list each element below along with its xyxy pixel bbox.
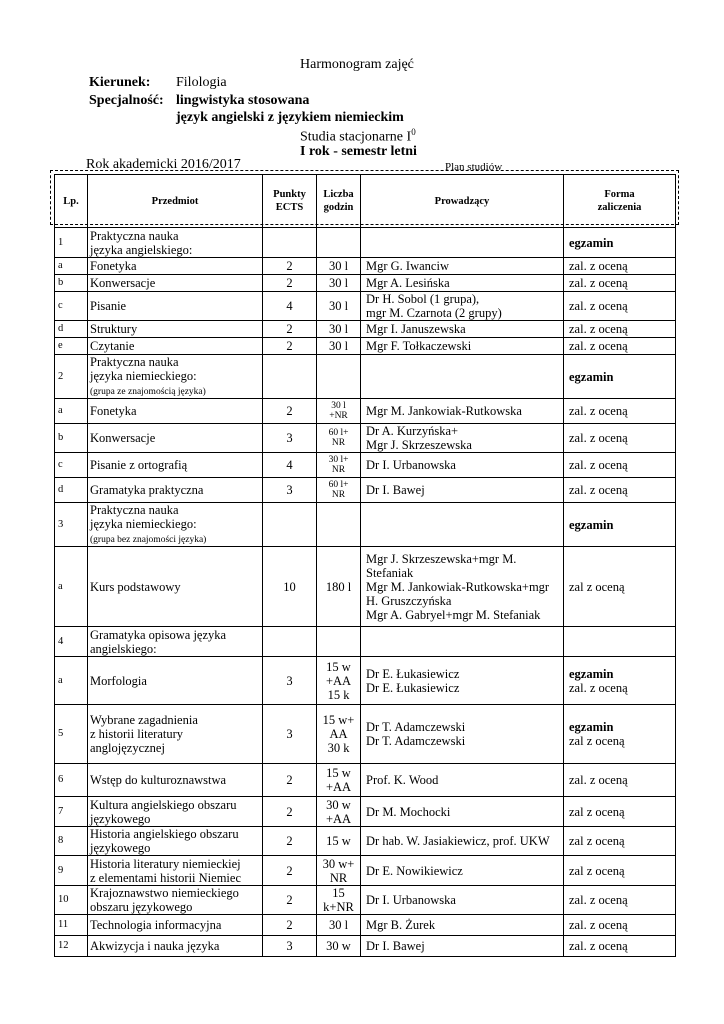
row-teacher [361,478,564,503]
cell-line: zal. z oceną [569,458,628,472]
row-hours: 30 l [317,275,361,292]
table-row [55,764,676,797]
table-row [55,503,676,547]
cell-line: Gramatyka opisowa języka [90,627,227,642]
cell-line: +AA [325,673,352,688]
cell-line: Morfologia [90,673,147,688]
cell-line: NR [331,438,346,448]
row-lp: 6 [55,764,88,797]
cell-line: Mgr A. Lesińska [366,276,450,290]
row-teacher [361,627,564,657]
cell-line: Historia angielskiego obszaru [90,827,239,841]
cell-line: Dr E. Łukasiewicz [366,680,460,695]
cell-line: 15 w [326,766,351,780]
row-form [564,503,676,547]
cell-line: Dr I. Urbanowska [366,458,456,472]
row-teacher [361,856,564,886]
cell-line: Fonetyka [90,404,137,418]
cell-line: językowego [90,841,151,855]
cell-line: zal. z oceną [569,680,628,695]
cell-line: zal. z oceną [569,276,628,290]
row-subject-note: (grupa ze znajomością języka) [90,387,206,397]
cell-line: Czytanie [90,339,135,353]
table-row [55,886,676,915]
row-form [564,936,676,957]
row-form [564,915,676,936]
cell-line: egzamin [569,517,614,532]
row-subject [88,399,263,424]
row-lp: 5 [55,705,88,764]
cell-line: +AA [325,780,352,794]
cell-line: Dr H. Sobol (1 grupa), [366,292,480,306]
row-lp: 2 [55,355,88,399]
cell-line: 15 [332,886,345,900]
row-subject-note: (grupa bez znajomości języka) [90,535,207,545]
col-przedmiot: Przedmiot [88,175,263,228]
cell-line: Dr M. Mochocki [366,804,451,819]
row-teacher [361,292,564,321]
table-row [55,399,676,424]
cell-line: 15 k [327,687,350,702]
cell-line: Struktury [90,322,138,336]
row-form [564,399,676,424]
row-hours [317,503,361,547]
cell-line: Dr T. Adamczewski [366,720,466,734]
row-hours [317,399,361,424]
row-hours [317,228,361,258]
row-hours [317,797,361,827]
row-hours [317,657,361,705]
cell-line: z elementami historii Niemiec [90,870,241,885]
row-teacher [361,936,564,957]
table-row [55,936,676,957]
cell-line: egzamin [569,666,614,681]
kierunek-label: Kierunek: [89,75,151,90]
specjalnosc-value-1: lingwistyka stosowana [176,93,310,108]
row-teacher [361,503,564,547]
row-form [564,856,676,886]
row-lp: a [55,547,88,627]
cell-line: językowego [90,811,151,826]
cell-line: Konwersacje [90,276,156,290]
row-subject [88,797,263,827]
cell-line: egzamin [569,235,614,250]
row-lp: a [55,399,88,424]
row-teacher [361,453,564,478]
row-lp: 4 [55,627,88,657]
cell-line: 60 l+ [328,480,349,490]
row-hours: 30 l [317,258,361,275]
row-hours [317,764,361,797]
row-lp: 1 [55,228,88,258]
cell-line: Konwersacje [90,431,156,445]
table-row [55,355,676,399]
row-ects: 10 [263,547,317,627]
row-subject [88,886,263,915]
row-teacher [361,355,564,399]
row-hours [317,627,361,657]
cell-line: zal z oceną [569,834,625,848]
cell-line: Dr E. Łukasiewicz [366,666,460,681]
cell-line: Praktyczna nauka [90,355,179,369]
table-row [55,258,676,275]
col-forma: Forma zaliczenia [564,175,676,228]
col-lp: Lp. [55,175,88,228]
cell-line: Praktyczna nauka [90,503,179,517]
cell-line: Dr T. Adamczewski [366,734,466,748]
cell-line: Krajoznawstwo niemieckiego [90,886,239,900]
row-ects: 3 [263,936,317,957]
cell-line: egzamin [569,720,614,734]
cell-line: 15 w+ [322,713,355,727]
row-form [564,627,676,657]
row-ects [263,228,317,258]
cell-line: NR [329,870,348,885]
table-row [55,856,676,886]
row-ects: 3 [263,478,317,503]
row-teacher [361,827,564,856]
cell-line: Dr E. Nowikiewicz [366,863,463,878]
row-hours: 30 l [317,321,361,338]
row-form [564,453,676,478]
row-subject [88,338,263,355]
row-subject [88,453,263,478]
row-form [564,321,676,338]
row-ects [263,355,317,399]
cell-line: NR [331,465,346,475]
row-ects: 3 [263,657,317,705]
cell-line: Mgr M. Jankowiak-Rutkowska+mgr [366,579,550,594]
col-ects: Punkty ECTS [263,175,317,228]
row-lp: d [55,478,88,503]
row-form [564,478,676,503]
table-row [55,424,676,453]
row-ects: 2 [263,856,317,886]
row-subject [88,856,263,886]
row-hours [317,355,361,399]
cell-line: 60 l+ [328,428,349,438]
cell-line: Dr I. Bawej [366,939,425,953]
table-row [55,915,676,936]
cell-line: Dr I. Bawej [366,483,425,497]
row-subject [88,321,263,338]
study-mode: Studia stacjonarne $I^0$ [300,127,416,145]
cell-line: zal. z oceną [569,893,628,907]
row-teacher [361,797,564,827]
row-ects: 2 [263,338,317,355]
cell-line: zal. z oceną [569,918,628,932]
cell-line: 30 l+ [328,455,349,465]
row-lp: 10 [55,886,88,915]
table-row [55,547,676,627]
academic-year: Rok akademicki 2016/2017 [86,157,241,172]
row-lp: a [55,258,88,275]
cell-line: zal z oceną [569,579,625,594]
row-subject [88,705,263,764]
row-subject [88,936,263,957]
row-lp: e [55,338,88,355]
row-ects: 2 [263,321,317,338]
row-subject [88,355,263,399]
cell-line: Kultura angielskiego obszaru [90,797,237,812]
row-ects: 2 [263,827,317,856]
cell-line: +NR [329,411,348,421]
row-subject [88,228,263,258]
row-ects: 2 [263,886,317,915]
schedule-table [54,174,676,957]
table-row [55,453,676,478]
cell-line: Stefaniak [366,565,414,580]
row-lp: d [55,321,88,338]
row-lp: 7 [55,797,88,827]
row-form [564,657,676,705]
row-subject [88,547,263,627]
row-hours: 30 l [317,915,361,936]
cell-line: Mgr G. Iwanciw [366,259,449,273]
specjalnosc-value-2: język angielski z językiem niemieckim [176,110,404,125]
row-lp: 11 [55,915,88,936]
cell-line: Kurs podstawowy [90,579,181,594]
cell-line: Praktyczna nauka [90,228,179,243]
row-teacher [361,764,564,797]
cell-line: zal. z oceną [569,431,628,445]
table-row [55,827,676,856]
cell-line: 30 w [326,797,351,812]
table-row [55,275,676,292]
row-hours [317,886,361,915]
row-hours [317,424,361,453]
row-ects: 3 [263,424,317,453]
row-lp: 9 [55,856,88,886]
table-row [55,228,676,258]
row-lp: b [55,424,88,453]
cell-line: Mgr M. Jankowiak-Rutkowska [366,404,522,418]
cell-line: obszaru językowego [90,900,193,914]
cell-line: zal. z oceną [569,404,628,418]
cell-line: mgr M. Czarnota (2 grupy) [366,306,502,320]
cell-line: Prof. K. Wood [366,773,439,787]
row-lp: 3 [55,503,88,547]
row-lp: 8 [55,827,88,856]
row-subject [88,503,263,547]
row-form [564,228,676,258]
cell-line: +AA [325,811,352,826]
row-hours [317,705,361,764]
row-teacher [361,399,564,424]
row-ects: 2 [263,915,317,936]
kierunek-value: Filologia [176,75,227,90]
cell-line: Mgr I. Januszewska [366,322,466,336]
cell-line: języka niemieckiego: [90,369,197,383]
cell-line: egzamin [569,369,614,384]
cell-line: Mgr F. Tołkaczewski [366,339,472,353]
cell-line: zal. z oceną [569,299,628,313]
table-row [55,705,676,764]
specjalnosc-label: Specjalność: [89,93,164,108]
row-teacher [361,338,564,355]
row-form [564,338,676,355]
cell-line: 30 w+ [322,856,355,871]
header-row [55,175,676,228]
row-teacher [361,275,564,292]
cell-line: zal. z oceną [569,939,628,953]
cell-line: zal. z oceną [569,773,628,787]
cell-line: Dr hab. W. Jasiakiewicz, prof. UKW [366,834,550,848]
table-row [55,292,676,321]
row-subject [88,478,263,503]
row-hours [317,856,361,886]
row-form [564,827,676,856]
row-lp: c [55,292,88,321]
cell-line: zal z oceną [569,804,625,819]
row-subject [88,764,263,797]
cell-line: Technologia informacyjna [90,918,222,932]
cell-line: Gramatyka praktyczna [90,483,204,497]
cell-line: anglojęzycznej [90,741,165,755]
row-ects: 2 [263,797,317,827]
row-subject [88,657,263,705]
cell-line: NR [331,490,346,500]
col-prowadzacy: Prowadzący [361,175,564,228]
cell-line: Dr A. Kurzyńska+ [366,424,459,438]
row-subject [88,915,263,936]
cell-line: zal z oceną [569,863,625,878]
row-lp: b [55,275,88,292]
row-subject [88,627,263,657]
cell-line: Pisanie z ortografią [90,458,188,472]
cell-line: zal z oceną [569,734,625,748]
row-teacher [361,705,564,764]
cell-line: Mgr J. Skrzeszewska [366,438,472,452]
row-subject [88,827,263,856]
cell-line: Mgr B. Żurek [366,918,436,932]
cell-line: z historii literatury [90,727,184,741]
row-lp: a [55,657,88,705]
cell-line: języka angielskiego: [90,242,193,257]
row-hours: 30 l [317,292,361,321]
row-subject [88,292,263,321]
row-lp: 12 [55,936,88,957]
cell-line: Wstęp do kulturoznawstwa [90,773,227,787]
cell-line: AA [329,727,348,741]
row-teacher [361,657,564,705]
row-form [564,355,676,399]
row-ects: 2 [263,764,317,797]
row-form [564,705,676,764]
cell-line: Dr I. Urbanowska [366,893,456,907]
row-form [564,275,676,292]
row-ects: 4 [263,292,317,321]
cell-line: angielskiego: [90,641,157,656]
row-ects: 2 [263,258,317,275]
table-row [55,321,676,338]
row-hours [317,453,361,478]
row-subject [88,424,263,453]
cell-line: zal. z oceną [569,339,628,353]
row-subject [88,275,263,292]
document-title: Harmonogram zajęć [300,57,414,72]
row-ects [263,627,317,657]
col-hours: Liczba godzin [317,175,361,228]
table-row [55,478,676,503]
table-row [55,627,676,657]
row-teacher [361,424,564,453]
table-row [55,657,676,705]
cell-line: zal. z oceną [569,322,628,336]
year-semester: I rok - semestr letni [300,144,417,159]
plan-label: Plan studiów [445,161,503,173]
table-row [55,797,676,827]
row-hours: 30 l [317,338,361,355]
row-lp: c [55,453,88,478]
cell-line: k+NR [323,900,354,914]
row-teacher [361,258,564,275]
row-subject [88,258,263,275]
cell-line: języka niemieckiego: [90,517,197,531]
row-hours: 180 l [317,547,361,627]
cell-line: zal. z oceną [569,483,628,497]
cell-line: 30 l [331,401,346,411]
cell-line: Mgr J. Skrzeszewska+mgr M. [366,551,517,566]
cell-line: 15 w [326,659,351,674]
cell-line: zal. z oceną [569,259,628,273]
row-hours: 30 w [317,936,361,957]
row-form [564,292,676,321]
cell-line: Mgr A. Gabryel+mgr M. Stefaniak [366,607,541,622]
row-teacher [361,886,564,915]
cell-line: Fonetyka [90,259,137,273]
row-form [564,764,676,797]
row-teacher [361,321,564,338]
row-ects: 4 [263,453,317,478]
row-teacher [361,547,564,627]
row-teacher [361,915,564,936]
cell-line: Wybrane zagadnienia [90,713,198,727]
cell-line: 30 k [327,741,350,755]
row-hours: 15 w [317,827,361,856]
row-ects [263,503,317,547]
row-ects: 2 [263,275,317,292]
row-teacher [361,228,564,258]
row-form [564,547,676,627]
row-form [564,797,676,827]
row-form [564,886,676,915]
cell-line: H. Gruszczyńska [366,593,452,608]
row-ects: 2 [263,399,317,424]
row-form [564,258,676,275]
row-form [564,424,676,453]
cell-line: Akwizycja i nauka języka [90,939,220,953]
row-hours [317,478,361,503]
cell-line: Pisanie [90,299,127,313]
row-ects: 3 [263,705,317,764]
table-row [55,338,676,355]
cell-line: Historia literatury niemieckiej [90,856,241,871]
